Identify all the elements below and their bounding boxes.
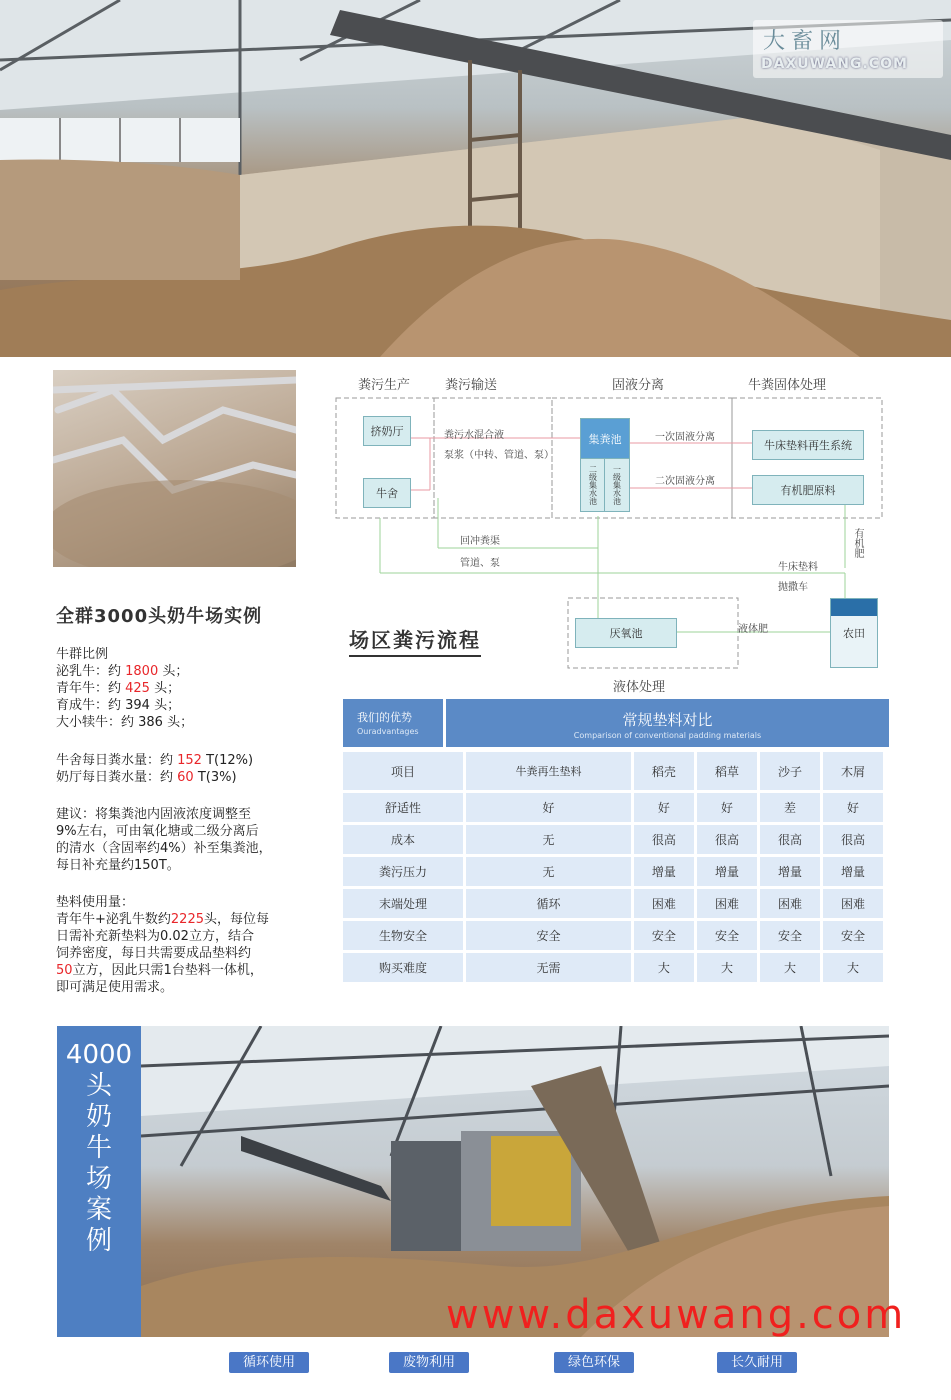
- table-cell: 好: [823, 793, 883, 822]
- label-liquid-fertilizer: 液体肥: [738, 624, 768, 635]
- table-cell: 沙子: [760, 752, 820, 790]
- table-cell: 购买难度: [343, 953, 463, 982]
- table-cell: 安全: [466, 921, 631, 950]
- bedding-line: 日需补充新垫料为0.02立方，结合: [56, 929, 254, 944]
- flow-title: 场区粪污流程: [349, 624, 481, 657]
- bedding-line: 饲养密度，每日共需要成品垫料约: [56, 946, 252, 961]
- comparison-table: [343, 699, 889, 1005]
- stage-separation: 固液分离: [612, 378, 665, 393]
- table-cell: 无: [466, 857, 631, 886]
- table-cell: 大: [697, 953, 757, 982]
- label-spreader: 抛撒车: [778, 582, 808, 593]
- case3000-title: 全群3000头奶牛场实例: [56, 606, 263, 627]
- node-barn: 牛舍: [363, 478, 411, 508]
- label-pipe-pump: 管道、泵: [460, 558, 500, 569]
- comparison-grid: [340, 749, 886, 985]
- watermark-en: DAXUWANG.COM: [761, 56, 908, 72]
- table-cell: 稻壳: [634, 752, 694, 790]
- table-row: [343, 889, 883, 918]
- stage-liquid: 液体处理: [613, 680, 666, 695]
- bedding-heading: 垫料使用量：: [56, 895, 135, 910]
- table-cell: 好: [697, 793, 757, 822]
- top-barn-photo: [0, 0, 951, 357]
- table-cell: 困难: [697, 889, 757, 918]
- table-row: [343, 793, 883, 822]
- table-cell: 增量: [760, 857, 820, 886]
- table-cell: 牛粪再生垫料: [466, 752, 631, 790]
- table-cell: 差: [760, 793, 820, 822]
- table-cell: 困难: [823, 889, 883, 918]
- label-first-separation: 一次固液分离: [655, 432, 715, 443]
- table-cell: 末端处理: [343, 889, 463, 918]
- table-cell: 增量: [823, 857, 883, 886]
- bedding-line: 50立方，因此只需1台垫料一体机，: [56, 963, 263, 978]
- badge-green: 绿色环保: [554, 1352, 634, 1373]
- table-cell: 稻草: [697, 752, 757, 790]
- herd-line: 大小犊牛：约 386 头；: [56, 715, 194, 730]
- table-row: [343, 921, 883, 950]
- table-cell: 无需: [466, 953, 631, 982]
- node-bedding-system: 牛床垫料再生系统: [752, 430, 864, 460]
- water-line: 牛舍每日粪水量：约 152 T(12%): [56, 753, 254, 768]
- badge-recycle: 循环使用: [229, 1352, 309, 1373]
- table-cell: 无: [466, 825, 631, 854]
- watermark-cn: 大畜网: [763, 29, 848, 54]
- case4000-photo: [141, 1026, 889, 1337]
- table-cell: 安全: [697, 921, 757, 950]
- table-cell: 很高: [634, 825, 694, 854]
- table-cell: 成本: [343, 825, 463, 854]
- table-cell: 好: [634, 793, 694, 822]
- bedding-line: 即可满足使用需求。: [56, 980, 174, 995]
- herd-line: 泌乳牛：约 1800 头；: [56, 664, 189, 679]
- case4000-title: 4000 头 奶 牛 场 案 例: [65, 1040, 133, 1256]
- node-first-tank: 一级集水池: [604, 458, 630, 512]
- stage-transport: 粪污输送: [445, 378, 498, 393]
- table-cell: 项目: [343, 752, 463, 790]
- comparison-header: [446, 699, 889, 747]
- table-cell: 安全: [823, 921, 883, 950]
- herd-line: 青年牛：约 425 头；: [56, 681, 181, 696]
- advice-line: 9%左右，可由氧化塘或二级分离后: [56, 824, 259, 839]
- label-bed-material: 牛床垫料: [778, 562, 818, 573]
- table-row: [343, 953, 883, 982]
- table-cell: 增量: [697, 857, 757, 886]
- label-pump: 泵浆（中转、管道、泵）: [444, 450, 554, 461]
- bedding-line: 青年牛+泌乳牛数约2225头，每位每: [56, 912, 270, 927]
- site-url[interactable]: www.daxuwang.com: [446, 1292, 907, 1338]
- water-line: 奶厅每日粪水量：约 60 T(3%): [56, 770, 237, 785]
- advantages-en: Ouradvantages: [357, 727, 419, 736]
- table-cell: 好: [466, 793, 631, 822]
- table-cell: 困难: [760, 889, 820, 918]
- table-cell: 困难: [634, 889, 694, 918]
- table-cell: 木屑: [823, 752, 883, 790]
- label-mixture: 粪污水混合液: [444, 430, 504, 441]
- label-organic: 有机肥: [852, 528, 863, 558]
- node-manure-pit: 集粪池: [580, 418, 630, 460]
- advantages-header: [343, 699, 443, 747]
- advice-line: 每日补充量约150T。: [56, 858, 180, 873]
- label-return-flush: 回冲粪渠: [460, 536, 500, 547]
- comparison-cn: 常规垫料对比: [622, 711, 713, 729]
- table-cell: 大: [634, 953, 694, 982]
- table-cell: 大: [823, 953, 883, 982]
- table-cell: 安全: [760, 921, 820, 950]
- table-cell: 粪污压力: [343, 857, 463, 886]
- node-farmland: 农田: [830, 598, 878, 668]
- table-cell: 很高: [823, 825, 883, 854]
- table-cell: 大: [760, 953, 820, 982]
- table-cell: 很高: [697, 825, 757, 854]
- table-row: [343, 857, 883, 886]
- node-organic-fertilizer: 有机肥原料: [752, 475, 864, 505]
- herd-heading: 牛群比例: [56, 647, 109, 662]
- table-row: [343, 825, 883, 854]
- table-cell: 舒适性: [343, 793, 463, 822]
- comparison-en: Comparison of conventional padding materials: [573, 731, 762, 740]
- table-header-row: [343, 752, 883, 790]
- stage-production: 粪污生产: [358, 378, 411, 393]
- bedding-closeup-photo: [53, 370, 296, 567]
- advice-line: 建议：将集粪池内固液浓度调整至: [56, 807, 252, 822]
- badge-waste-reuse: 废物利用: [389, 1352, 469, 1373]
- badge-durable: 长久耐用: [717, 1352, 797, 1373]
- node-anaerobic-pool: 厌氧池: [575, 618, 677, 648]
- table-cell: 很高: [760, 825, 820, 854]
- watermark-logo: [753, 20, 943, 78]
- label-second-separation: 二次固液分离: [655, 476, 715, 487]
- advice-line: 的清水（含固率约4%）补至集粪池，: [56, 841, 272, 856]
- table-cell: 增量: [634, 857, 694, 886]
- stage-solid: 牛粪固体处理: [748, 378, 827, 393]
- table-cell: 安全: [634, 921, 694, 950]
- table-cell: 循环: [466, 889, 631, 918]
- node-second-tank: 二级集水池: [580, 458, 606, 512]
- node-milking-parlor: 挤奶厅: [363, 416, 411, 446]
- advantages-cn: 我们的优势: [357, 711, 412, 724]
- herd-line: 育成牛：约 394 头；: [56, 698, 181, 713]
- table-cell: 生物安全: [343, 921, 463, 950]
